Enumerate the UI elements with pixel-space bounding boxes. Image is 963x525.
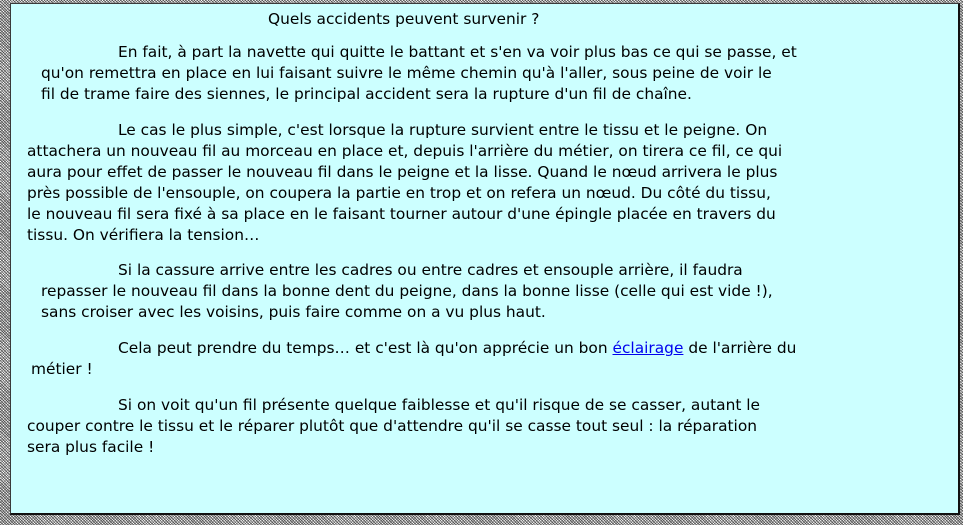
paragraph-line: près possible de l'ensouple, on coupera la partie en trop et on refera un nœud. Du côté du tissu,: [27, 184, 771, 202]
paragraph-line: sera plus facile !: [27, 438, 155, 456]
paragraph-line: fil de trame faire des siennes, le principal accident sera la rupture d'un fil de chaîne.: [41, 85, 692, 103]
paragraph-line: repasser le nouveau fil dans la bonne dent du peigne, dans la bonne lisse (celle qui est vide !),: [41, 282, 773, 300]
paragraph-3: [41, 260, 773, 323]
paragraph-text: de l'arrière du: [683, 339, 797, 357]
eclairage-link[interactable]: éclairage: [612, 339, 684, 357]
paragraph-line: attachera un nouveau fil au morceau en place et, depuis l'arrière du métier, on tirera ce fil, ce qui: [27, 142, 783, 160]
paragraph-line: sans croiser avec les voisins, puis faire comme on a vu plus haut.: [41, 303, 546, 321]
paragraph-line: le nouveau fil sera fixé à sa place en le faisant tourner autour d'une épingle placée en travers du: [27, 205, 776, 223]
paragraph-line: aura pour effet de passer le nouveau fil dans le peigne et la lisse. Quand le nœud arrivera le plus: [27, 163, 778, 181]
paragraph-line: Si on voit qu'un fil présente quelque faiblesse et qu'il risque de se casser, autant le: [118, 396, 761, 414]
text-box: [10, 3, 960, 515]
paragraph-1: [41, 42, 797, 105]
paragraph-line: Si la cassure arrive entre les cadres ou entre cadres et ensouple arrière, il faudra: [118, 261, 743, 279]
paragraph-line: qu'on remettra en place en lui faisant suivre le même chemin qu'à l'aller, sous peine de voir le: [41, 64, 772, 82]
paragraph-text: Cela peut prendre du temps… et c'est là qu'on apprécie un bon: [118, 339, 613, 357]
paragraph-line: En fait, à part la navette qui quitte le battant et s'en va voir plus bas ce qui se passe, et: [118, 43, 797, 61]
section-title: Quels accidents peuvent survenir ?: [268, 10, 540, 28]
paragraph-2: [27, 120, 782, 246]
paragraph-line: métier !: [31, 360, 93, 378]
paragraph-4: [31, 338, 796, 380]
paragraph-line: [31, 338, 796, 359]
paragraph-line: Le cas le plus simple, c'est lorsque la rupture survient entre le tissu et le peigne. On: [118, 121, 768, 139]
paragraph-5: [27, 395, 760, 458]
paragraph-line: tissu. On vérifiera la tension…: [27, 226, 260, 244]
paragraph-line: couper contre le tissu et le réparer plutôt que d'attendre qu'il se casse tout seul : la réparation: [27, 417, 758, 435]
